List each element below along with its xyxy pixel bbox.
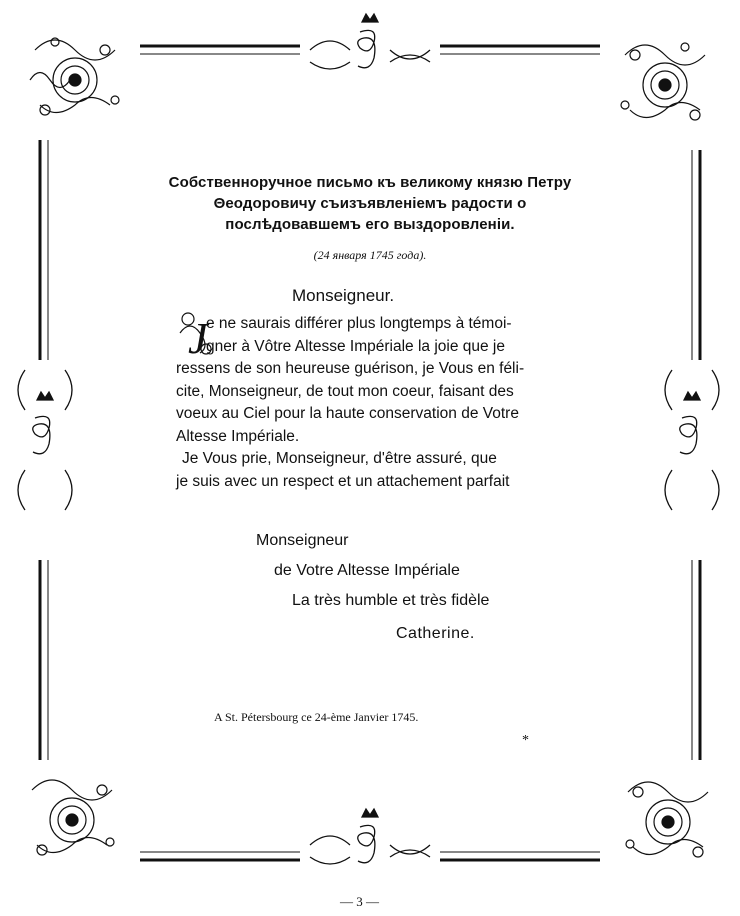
crown-icon [362,14,378,22]
p2-line: Je Vous prie, Monseigneur, d'être assuré, que [182,450,497,467]
p1-line: Altesse Impériale. [176,427,300,445]
paragraph-2 [176,448,580,493]
letter-body [176,313,580,493]
asterisk: * [522,733,529,748]
place-date: A St. Pétersbourg ce 24-ème Janvier 1745. [214,710,419,724]
drop-cap-ornament [176,309,216,361]
closing-line-2: de Votre Altesse Impériale [274,562,460,579]
p1-line: cite, Monseigneur, de tout mon coeur, faisant des [176,382,514,400]
closing-line-1: Monseigneur [256,532,349,549]
signature: Catherine. [396,625,475,642]
p1-line: e ne saurais différer plus longtemps à témoi- [206,315,512,332]
p1-line: ressens de son heureuse guérison, je Vous en féli- [176,360,525,377]
p1-line: voeux au Ciel pour la haute conservation de Votre [176,405,519,422]
letter-title: Собственноручное письмо къ великому князю Петру Θеодоровичу съизъявленіемъ радости о послѣдовавшемъ его выздоровленіи. [168,174,572,233]
p2-line: je suis avec un respect et un attachement parfait [176,472,510,490]
letter-date: (24 января 1745 года). [313,248,427,262]
closing-line-3: La très humble et très fidèle [292,592,490,609]
page-number: — 3 — [340,894,379,909]
salutation: Monseigneur. [292,286,395,305]
p1-line: gner à Vôtre Altesse Impériale la joie que je [206,337,505,355]
drop-cap-letter: J [188,314,208,361]
paragraph-1 [176,313,580,448]
